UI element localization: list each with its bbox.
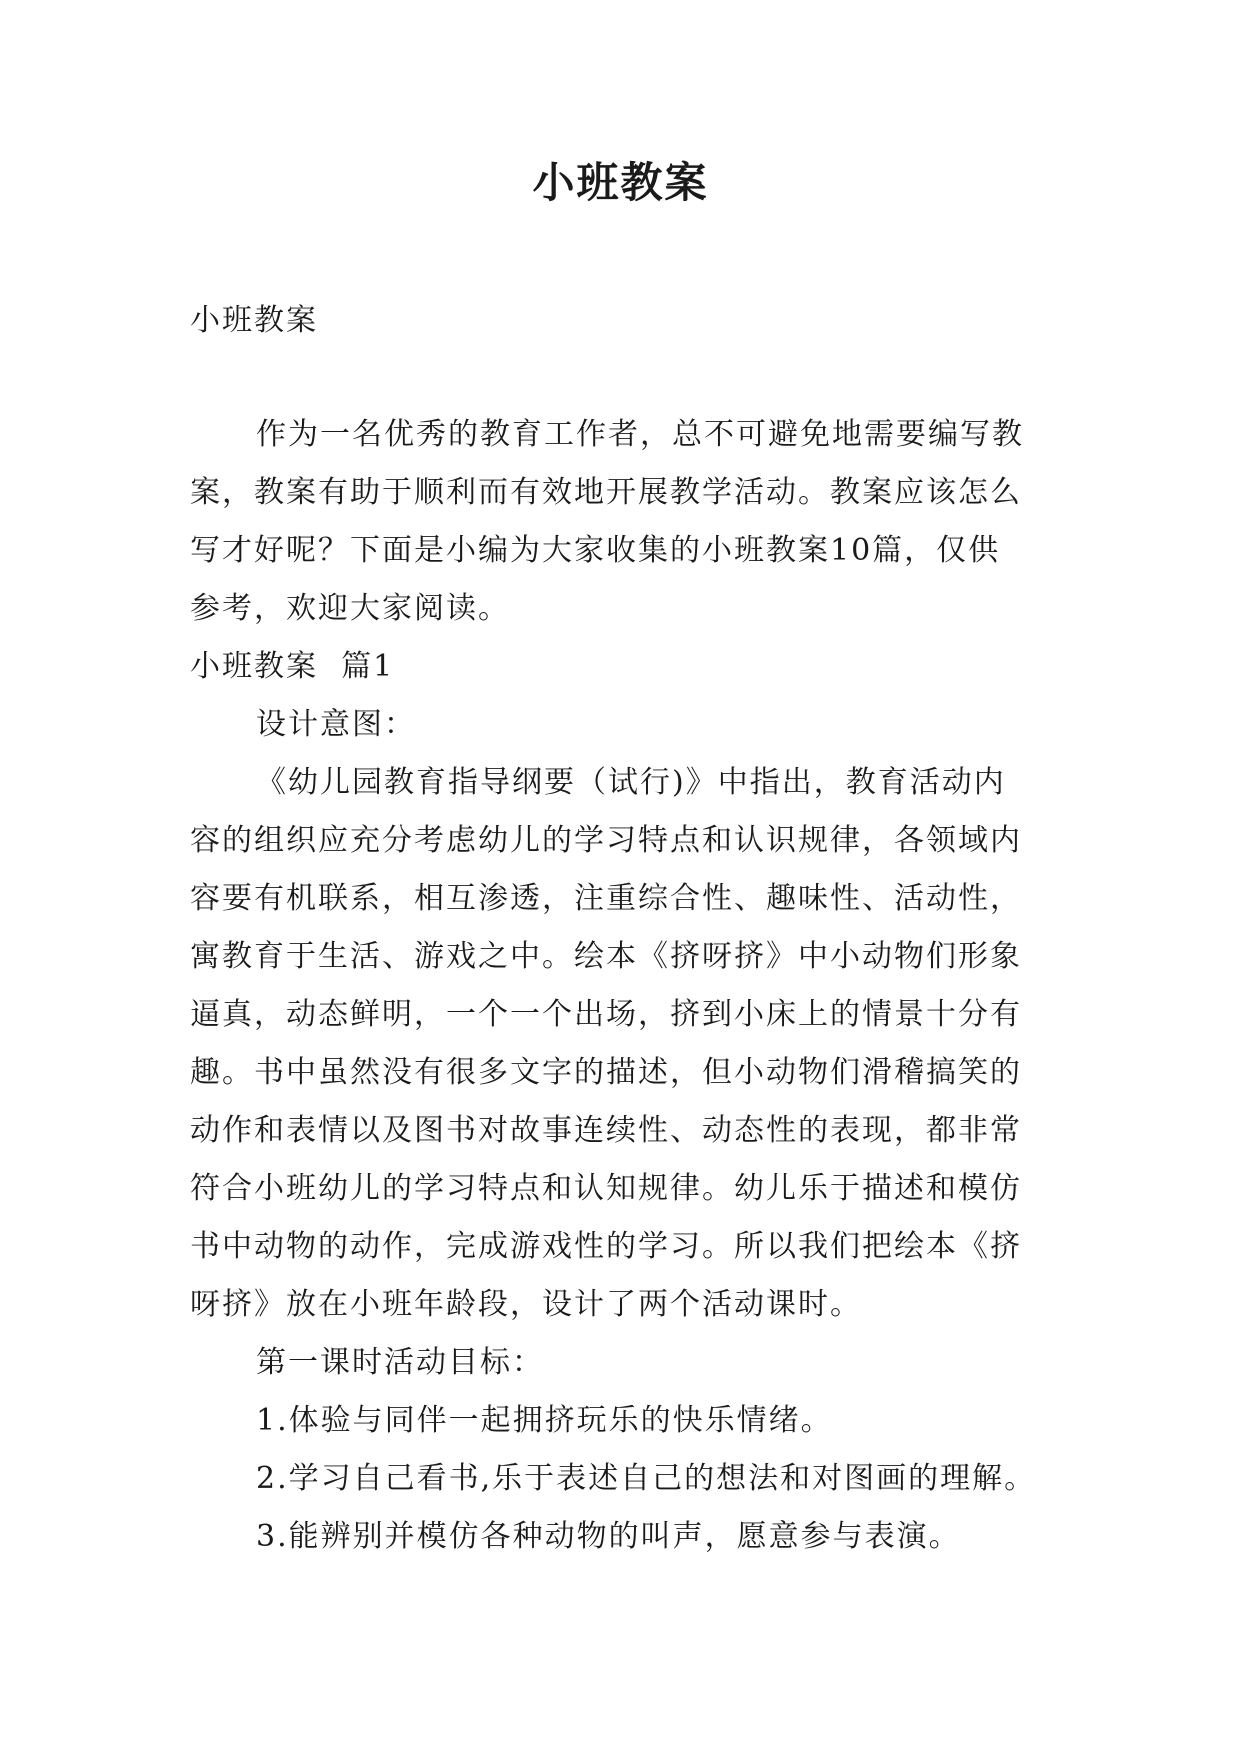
- document-subtitle: 小班教案: [190, 303, 318, 338]
- design-line: 动作和表情以及图书对故事连续性、动态性的表现，都非常: [190, 1113, 1022, 1148]
- intro-line: 案，教案有助于顺利而有效地开展教学活动。教案应该怎么: [190, 475, 1022, 510]
- design-line: 容的组织应充分考虑幼儿的学习特点和认识规律，各领域内: [190, 823, 1022, 858]
- intro-line: 作为一名优秀的教育工作者，总不可避免地需要编写教: [256, 417, 1024, 452]
- intro-line: 参考，欢迎大家阅读。: [190, 591, 510, 626]
- document-title: 小班教案: [532, 158, 709, 207]
- document-body: [190, 292, 1052, 1566]
- design-line: 容要有机联系，相互渗透，注重综合性、趣味性、活动性，: [190, 881, 1022, 916]
- design-line: 逼真，动态鲜明，一个一个出场，挤到小床上的情景十分有: [190, 997, 1022, 1032]
- section-heading: 小班教案 篇1: [190, 649, 395, 684]
- design-line: 趣。书中虽然没有很多文字的描述，但小动物们滑稽搞笑的: [190, 1055, 1022, 1090]
- design-line: 寓教育于生活、游戏之中。绘本《挤呀挤》中小动物们形象: [190, 939, 1022, 974]
- design-label: 设计意图：: [256, 707, 416, 742]
- goals-label: 第一课时活动目标：: [256, 1345, 544, 1380]
- intro-line: 写才好呢？下面是小编为大家收集的小班教案10篇，仅供: [190, 533, 1001, 568]
- design-line: 《幼儿园教育指导纲要（试行)》中指出，教育活动内: [256, 765, 1006, 800]
- spacer: [190, 350, 1052, 406]
- design-line: 符合小班幼儿的学习特点和认知规律。幼儿乐于描述和模仿: [190, 1171, 1022, 1206]
- design-line: 呀挤》放在小班年龄段，设计了两个活动课时。: [190, 1287, 862, 1322]
- goal-item: 3.能辨别并模仿各种动物的叫声，愿意参与表演。: [256, 1519, 961, 1554]
- goal-item: 1.体验与同伴一起拥挤玩乐的快乐情绪。: [256, 1403, 833, 1438]
- goal-item: 2.学习自己看书,乐于表述自己的想法和对图画的理解。: [256, 1461, 1037, 1496]
- design-line: 书中动物的动作，完成游戏性的学习。所以我们把绘本《挤: [190, 1229, 1022, 1264]
